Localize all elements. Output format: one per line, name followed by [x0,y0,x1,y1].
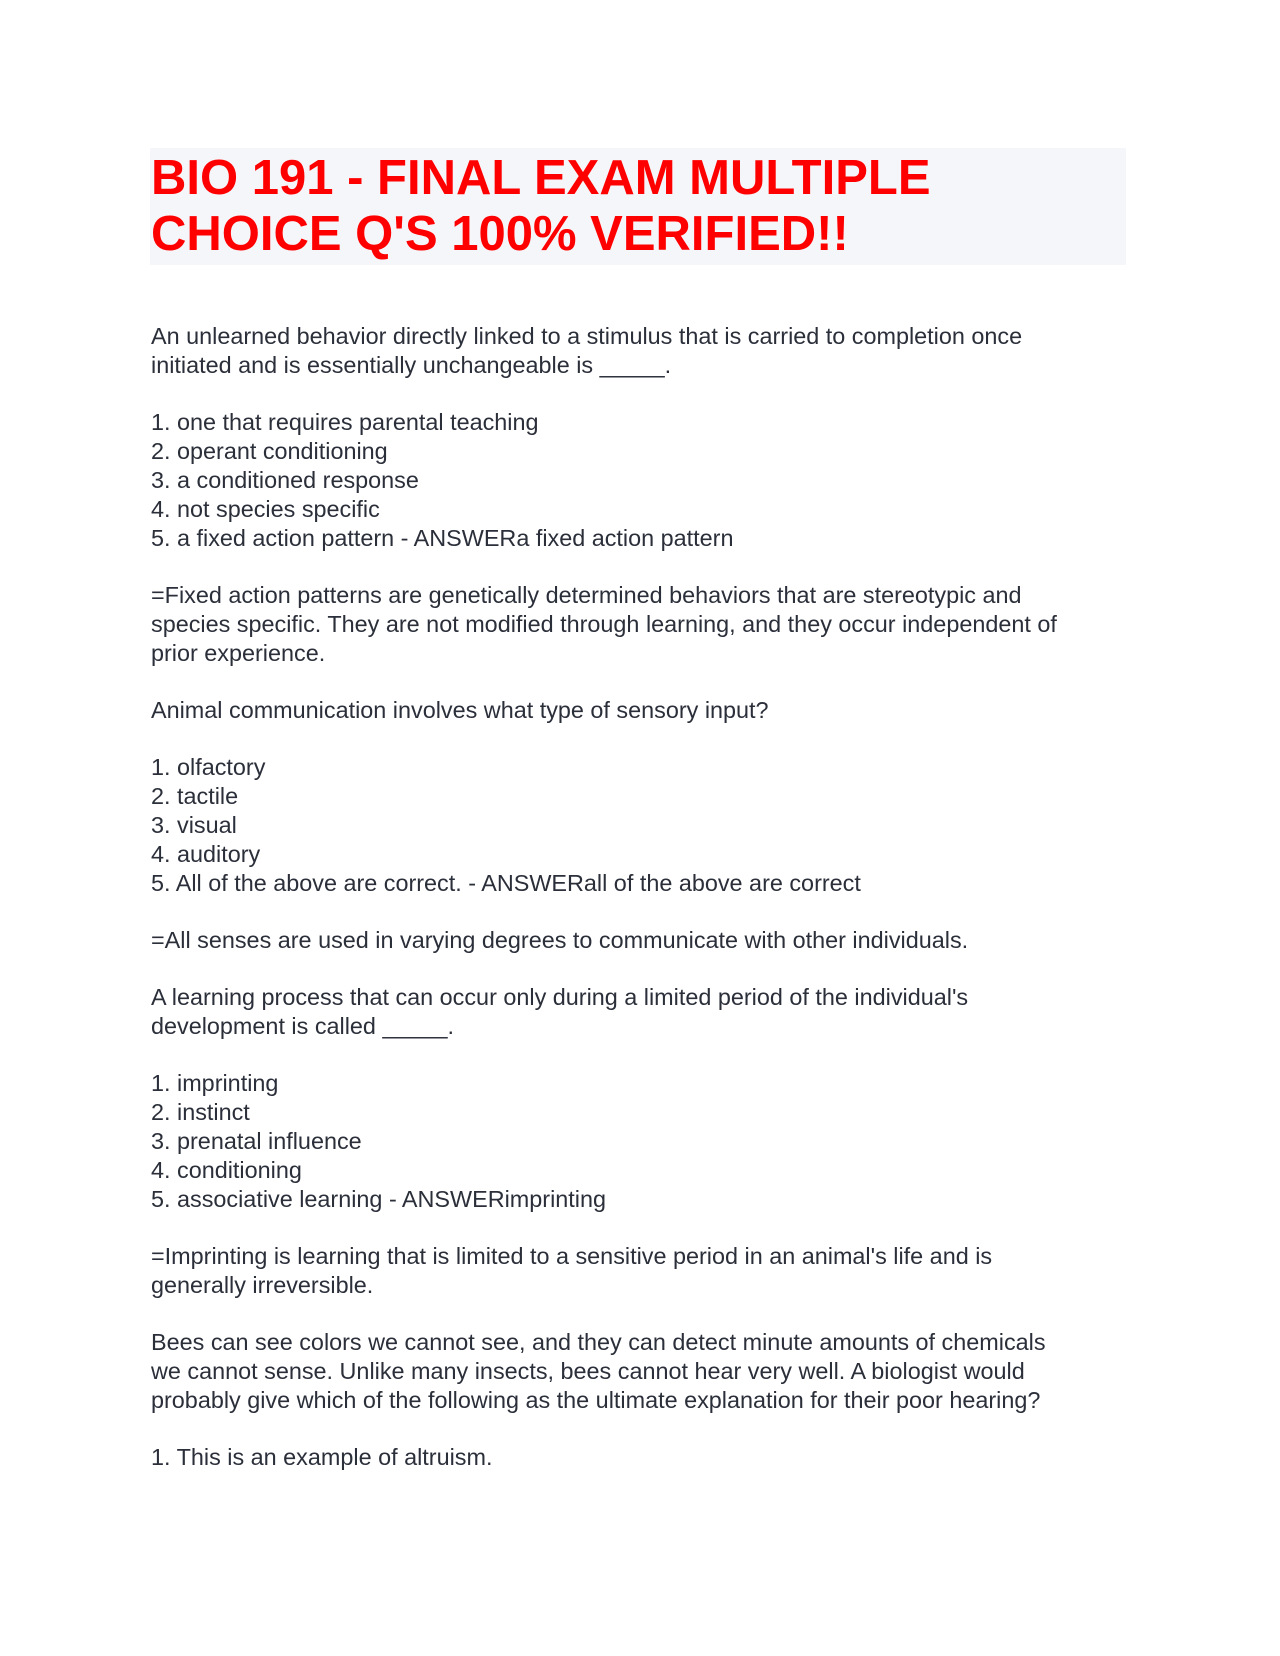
option-line: 3. prenatal influence [151,1128,362,1154]
text-line: Bees can see colors we cannot see, and they can detect minute amounts of chemicals [151,1329,1046,1355]
question-1-explanation [151,581,1131,668]
text-line: we cannot sense. Unlike many insects, bees cannot hear very well. A biologist would [151,1358,1025,1384]
option-line: 1. imprinting [151,1070,279,1096]
option-line: 5. All of the above are correct. - ANSWERall of the above are correct [151,870,861,896]
option-line: 5. a fixed action pattern - ANSWERa fixed action pattern [151,525,734,551]
question-2-stem [151,696,1131,725]
option-line: 4. auditory [151,841,261,867]
text-line: An unlearned behavior directly linked to a stimulus that is carried to completion once [151,323,1023,349]
option-line: 2. instinct [151,1099,250,1125]
option-line: 1. one that requires parental teaching [151,409,539,435]
question-4-stem [151,1328,1131,1415]
option-line: 1. olfactory [151,754,266,780]
document-body [151,322,1131,1500]
text-line: probably give which of the following as the ultimate explanation for their poor hearing? [151,1387,1041,1413]
question-1-stem [151,322,1131,380]
text-line: =Imprinting is learning that is limited to a sensitive period in an animal's life and is [151,1243,993,1269]
option-line: 2. tactile [151,783,239,809]
question-3-explanation [151,1242,1131,1300]
text-line: A learning process that can occur only during a limited period of the individual's [151,984,969,1010]
question-3-stem [151,983,1131,1041]
question-4-options [151,1443,1131,1472]
text-line: species specific. They are not modified through learning, and they occur independent of [151,611,1057,637]
question-2-explanation [151,926,1131,955]
option-line: 3. visual [151,812,237,838]
question-3-options [151,1069,1131,1214]
text-line: prior experience. [151,640,326,666]
text-line: initiated and is essentially unchangeable is _____. [151,352,672,378]
option-line: 4. conditioning [151,1157,302,1183]
question-2-options [151,753,1131,898]
text-line: development is called _____. [151,1013,454,1039]
question-1-options [151,408,1131,553]
option-line: 2. operant conditioning [151,438,388,464]
title-line: BIO 191 - FINAL EXAM MULTIPLE [151,151,931,205]
text-line: Animal communication involves what type of sensory input? [151,697,769,723]
text-line: generally irreversible. [151,1272,374,1298]
option-line: 4. not species specific [151,496,380,522]
option-line: 5. associative learning - ANSWERimprinting [151,1186,606,1212]
text-line: =Fixed action patterns are genetically determined behaviors that are stereotypic and [151,582,1022,608]
option-line: 3. a conditioned response [151,467,419,493]
text-line: =All senses are used in varying degrees to communicate with other individuals. [151,927,969,953]
option-line: 1. This is an example of altruism. [151,1444,493,1470]
title-line: CHOICE Q'S 100% VERIFIED!! [151,207,849,261]
document-title [151,150,1121,262]
